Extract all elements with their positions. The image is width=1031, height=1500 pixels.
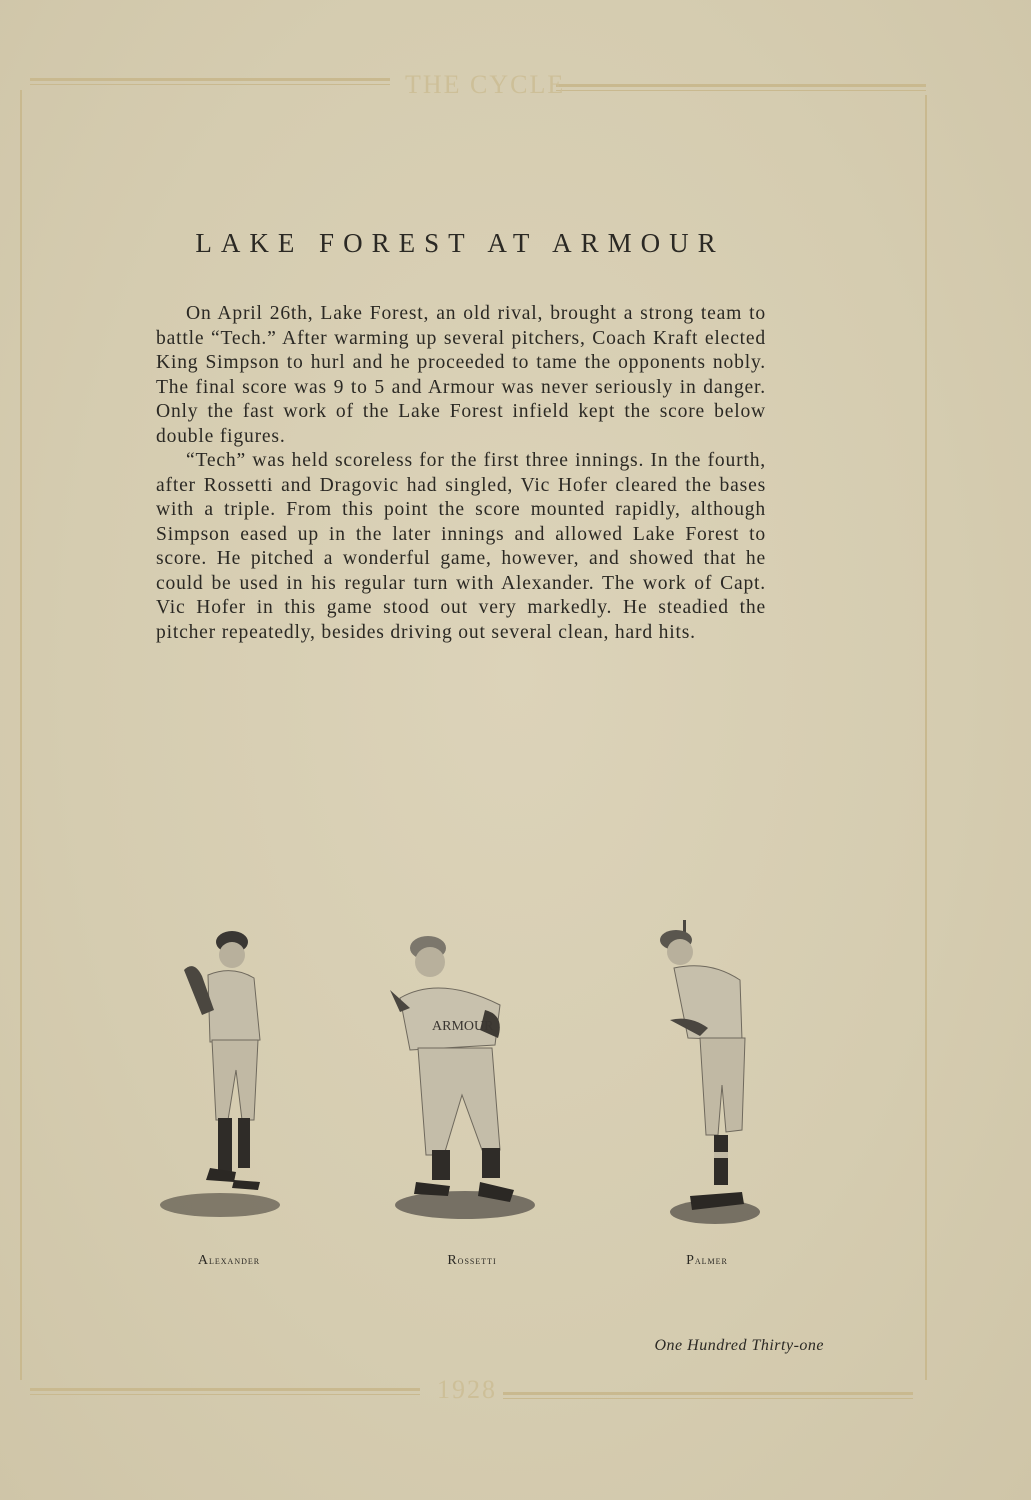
- running-header: THE CYCLE: [405, 70, 566, 99]
- article-paragraph: On April 26th, Lake Forest, an old rival, brought a strong team to battle “Tech.” After warming up several pitchers, Coach Kraft elected King Simpson to hurl and he proceeded to tame the opponents nobly. The final score was 9 to 5 and Armour was never seriously in danger. Only the fast work of the Lake Forest infield kept the score below double figures.: [156, 303, 766, 447]
- frame-rule: [30, 84, 390, 85]
- frame-rule: [925, 95, 927, 1380]
- fielder-figure-icon: [370, 920, 540, 1230]
- frame-rule: [20, 90, 22, 1380]
- frame-rule: [556, 90, 926, 91]
- photo-caption: Rossetti: [447, 1253, 497, 1268]
- player-photo-alexander: [150, 920, 320, 1230]
- article-body: [156, 302, 766, 645]
- frame-rule: [503, 1398, 913, 1399]
- frame-rule: [503, 1392, 913, 1395]
- pitcher-figure-icon: [150, 920, 320, 1230]
- running-footer-year: 1928: [437, 1375, 497, 1404]
- article-title: LAKE FOREST AT ARMOUR: [195, 228, 725, 258]
- photo-caption: Palmer: [686, 1253, 728, 1268]
- player-photo-rossetti: [370, 920, 540, 1230]
- frame-rule: [30, 1394, 420, 1395]
- article-paragraph: “Tech” was held scoreless for the first three innings. In the fourth, after Rossetti and Dragovic had singled, Vic Hofer cleared the bases with a triple. From this point the score mounted rapidly, although Simpson eased up in the later innings and allowed Lake Forest to score. He pitched a wonderful game, however, and showed that he could be used in his regular turn with Alexander. The work of Capt. Vic Hofer in this game stood out very markedly. He steadied the pitcher repeatedly, besides driving out several clean, hard hits.: [156, 450, 766, 643]
- player-photo-palmer: [630, 920, 800, 1230]
- jersey-lettering: ARMOUR: [432, 1019, 494, 1034]
- frame-rule: [30, 78, 390, 81]
- batter-figure-icon: [630, 920, 800, 1230]
- page-number: One Hundred Thirty-one: [654, 1337, 824, 1354]
- photo-caption: Alexander: [197, 1253, 261, 1268]
- frame-rule: [556, 84, 926, 87]
- frame-rule: [30, 1388, 420, 1391]
